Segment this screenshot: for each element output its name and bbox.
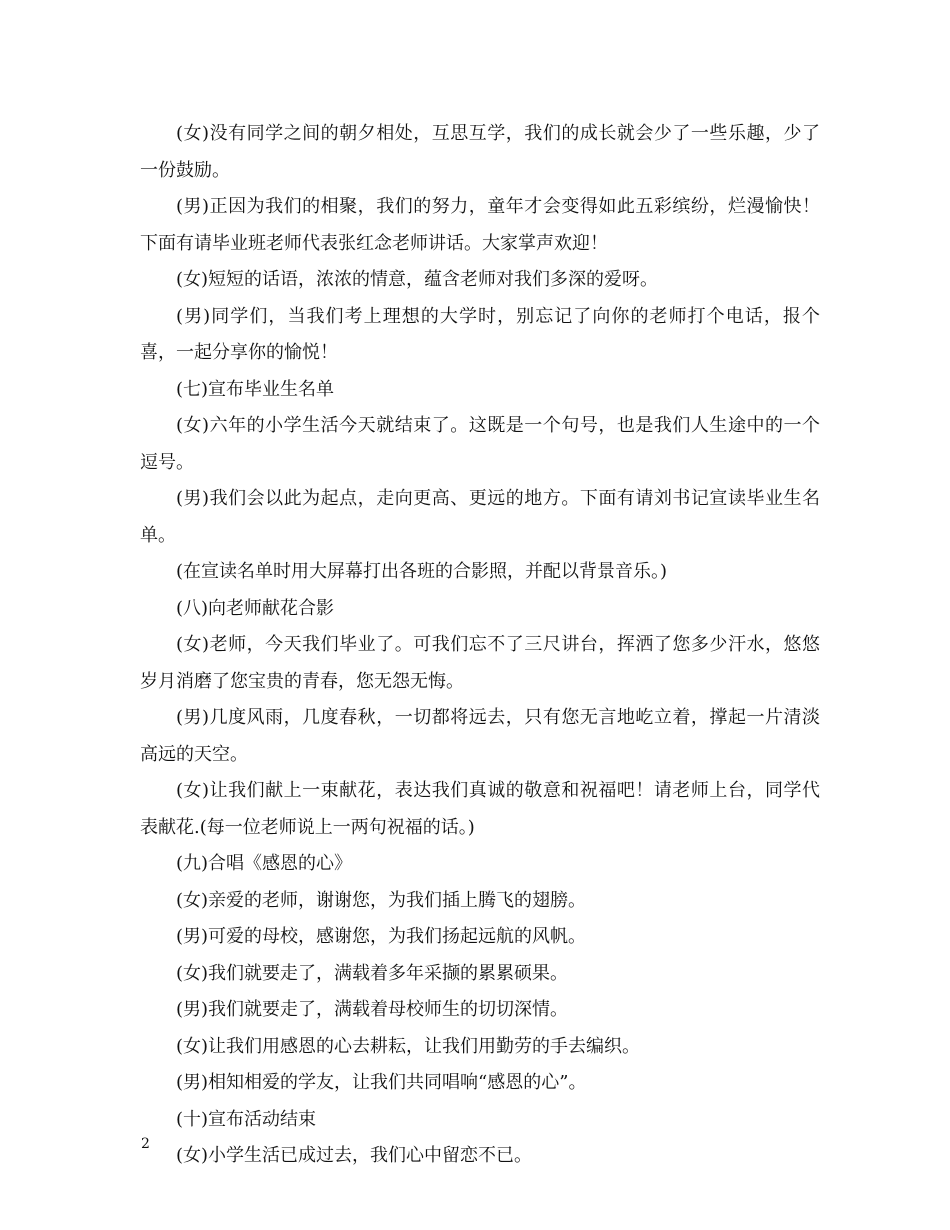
paragraph: (女)短短的话语，浓浓的情意，蕴含老师对我们多深的爱呀。	[176, 269, 659, 290]
paragraph: (在宣读名单时用大屏幕打出各班的合影照，并配以背景音乐。)	[176, 561, 668, 582]
paragraph: (女)我们就要走了，满载着多年采撷的累累硕果。	[176, 962, 569, 984]
section-heading: (八)向老师献花合影	[176, 597, 335, 619]
paragraph: (女)让我们献上一束献花，表达我们真诚的敬意和祝福吧！请老师上台，同学代表献花.(每一位老师说上一两句祝福的话。)	[140, 780, 820, 838]
section-heading: (十)宣布活动结束	[176, 1108, 317, 1130]
section-heading: (七)宣布毕业生名单	[176, 378, 335, 400]
document-body	[140, 116, 820, 1175]
paragraph: (男)我们就要走了，满载着母校师生的切切深情。	[176, 999, 569, 1020]
paragraph: (女)老师，今天我们毕业了。可我们忘不了三尺讲台，挥洒了您多少汗水，悠悠岁月消磨了您宝贵的青春，您无怨无悔。	[140, 634, 820, 692]
paragraph: (女)没有同学之间的朝夕相处，互思互学，我们的成长就会少了一些乐趣，少了一份鼓励。	[140, 123, 820, 181]
paragraph: (女)小学生活已成过去，我们心中留恋不已。	[176, 1145, 533, 1166]
paragraph: (女)亲爱的老师，谢谢您，为我们插上腾飞的翅膀。	[176, 889, 587, 911]
paragraph: (男)同学们，当我们考上理想的大学时，别忘记了向你的老师打个电话，报个喜，一起分享你的愉悦！	[140, 305, 820, 363]
paragraph: (男)正因为我们的相聚，我们的努力，童年才会变得如此五彩缤纷，烂漫愉快！下面有请毕业班老师代表张红念老师讲话。大家掌声欢迎！	[140, 196, 820, 254]
page-number: 2	[141, 1136, 150, 1152]
paragraph: (男)相知相爱的学友，让我们共同唱响“感恩的心”。	[176, 1072, 587, 1093]
paragraph: (男)几度风雨，几度春秋，一切都将远去，只有您无言地屹立着，撑起一片清淡高远的天空。	[140, 707, 820, 765]
paragraph: (男)我们会以此为起点，走向更高、更远的地方。下面有请刘书记宣读毕业生名单。	[140, 488, 820, 546]
paragraph: (男)可爱的母校，感谢您，为我们扬起远航的风帆。	[176, 926, 587, 947]
paragraph: (女)让我们用感恩的心去耕耘，让我们用勤劳的手去编织。	[176, 1035, 641, 1057]
paragraph: (女)六年的小学生活今天就结束了。这既是一个句号，也是我们人生途中的一个逗号。	[140, 415, 820, 473]
section-heading: (九)合唱《感恩的心》	[176, 853, 353, 874]
